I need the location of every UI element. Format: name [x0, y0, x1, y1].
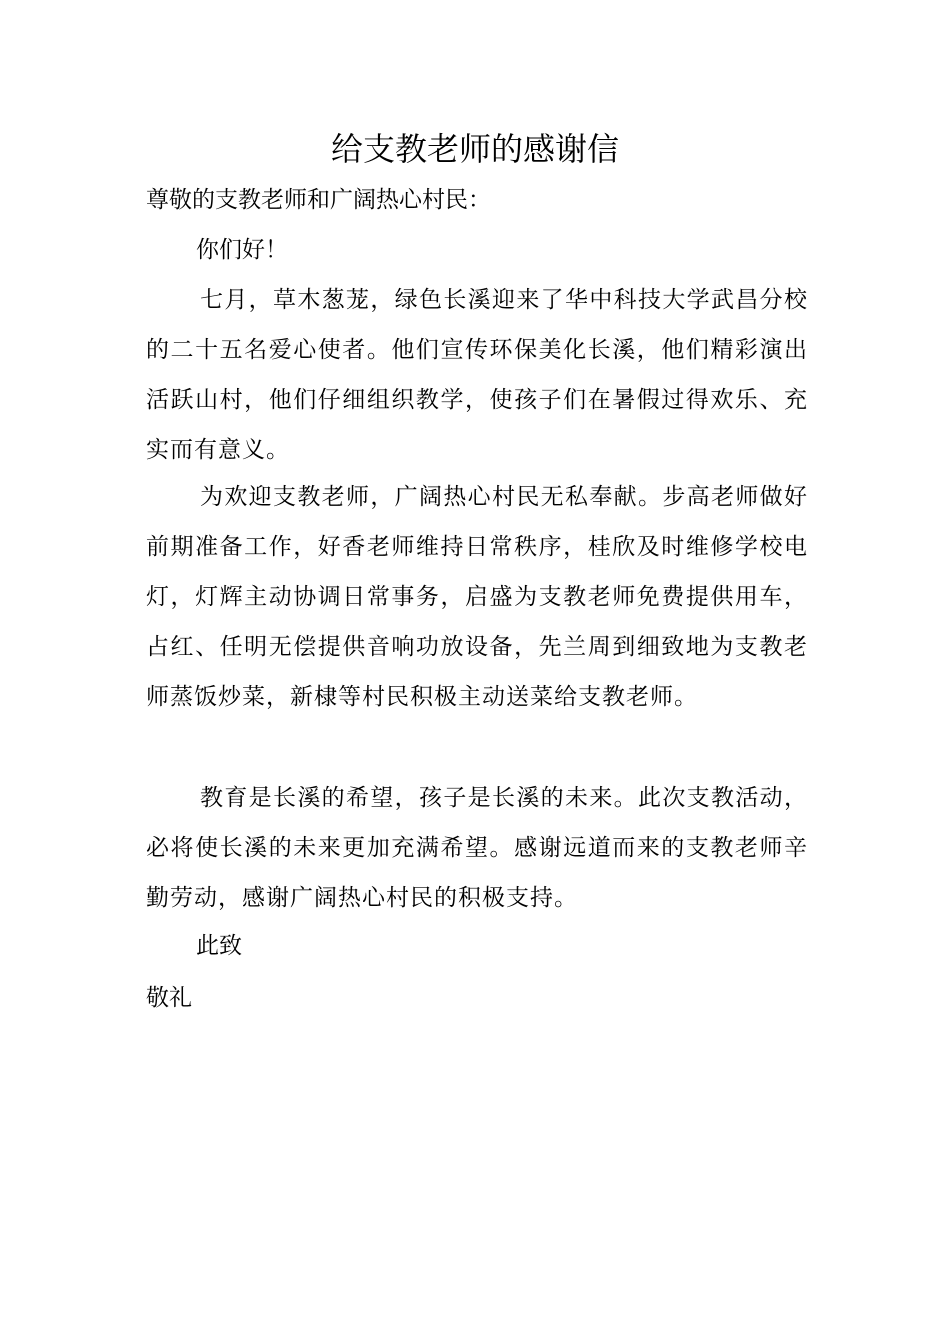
- greeting: 你们好！: [196, 237, 288, 263]
- paragraph-education: 教育是长溪的希望，孩子是长溪的未来。此次支教活动，必将使长溪的未来更加充满希望。感谢远道而来的支教老师辛勤劳动，感谢广阔热心村民的积极支持。: [146, 785, 808, 911]
- paragraph-thanks-villagers: 为欢迎支教老师，广阔热心村民无私奉献。步高老师做好前期准备工作，好香老师维持日常秩序，桂欣及时维修学校电灯，灯辉主动协调日常事务，启盛为支教老师免费提供用车，占红、任明无偿提供音响功放设备，先兰周到细致地为支教老师蒸饭炒菜，新棣等村民积极主动送菜给支教老师。: [146, 484, 808, 710]
- paragraph-july: 七月，草木葱茏，绿色长溪迎来了华中科技大学武昌分校的二十五名爱心使者。他们宣传环保美化长溪，他们精彩演出活跃山村，他们仔细组织教学，使孩子们在暑假过得欢乐、充实而有意义。: [146, 287, 808, 463]
- page-title: 给支教老师的感谢信: [330, 130, 619, 168]
- closing-regards: 此致: [196, 933, 242, 959]
- closing-salute: 敬礼: [146, 985, 192, 1011]
- salutation: 尊敬的支教老师和广阔热心村民：: [146, 187, 491, 213]
